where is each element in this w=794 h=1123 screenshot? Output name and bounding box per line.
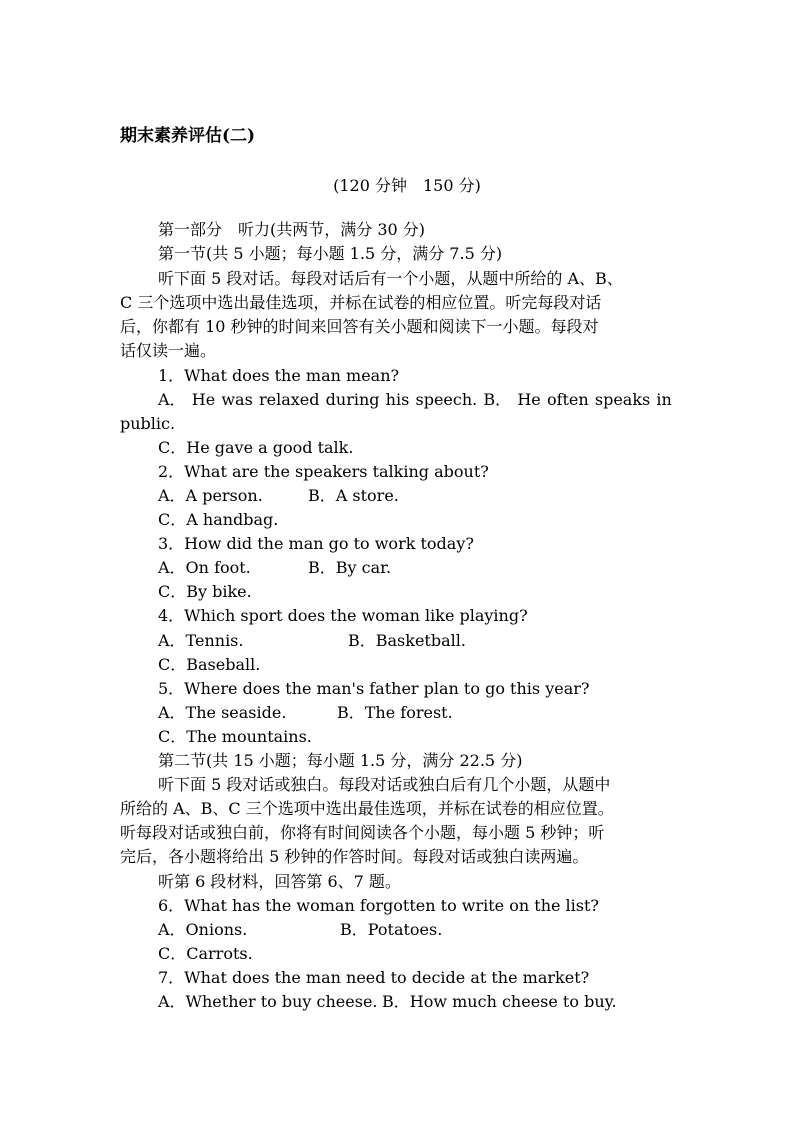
question-6: 6．What has the woman forgotten to write on the list?	[158, 896, 600, 915]
question-5-option-a: A．The seaside.	[158, 703, 287, 722]
option-word: He	[517, 390, 541, 409]
question-1-option-c: C．He gave a good talk.	[158, 438, 354, 457]
option-word: B．	[483, 390, 512, 409]
option-word: relaxed	[258, 390, 320, 409]
question-1: 1．What does the man mean?	[158, 366, 400, 385]
question-2-option-c: C．A handbag.	[158, 510, 279, 529]
section2-instructions-line: 完后，各小题将给出 5 秒钟的作答时间。每段对话或独白读两遍。	[120, 847, 589, 866]
exam-duration-score: (120 分钟 150 分)	[333, 176, 481, 195]
option-word: He	[191, 390, 216, 409]
question-4-option-c: C．Baseball.	[158, 655, 261, 674]
question-7-option-a: A．Whether to buy cheese.	[158, 992, 378, 1011]
section1-instructions-line: 后，你都有 10 秒钟的时间来回答有关小题和阅读下一小题。每段对	[120, 317, 599, 336]
part1-heading: 第一部分 听力(共两节，满分 30 分)	[158, 220, 426, 239]
question-3-option-c: C．By bike.	[158, 582, 252, 601]
question-4: 4．Which sport does the woman like playing?	[158, 606, 528, 625]
option-word: often	[546, 390, 589, 409]
question-5-option-b: B．The forest.	[337, 703, 453, 722]
option-word: during	[325, 390, 380, 409]
section2-instructions-line: 听每段对话或独白前，你将有时间阅读各个小题，每小题 5 秒钟；听	[120, 823, 605, 842]
question-3-option-a: A．On foot.	[158, 558, 251, 577]
option-word: his	[385, 390, 410, 409]
option-word: A．	[158, 390, 186, 409]
question-1-option-b-wrap: public.	[120, 414, 176, 433]
option-word: speaks	[594, 390, 651, 409]
section2-heading: 第二节(共 15 小题；每小题 1.5 分，满分 22.5 分)	[158, 751, 523, 770]
section2-instructions-line: 所给的 A、B、C 三个选项中选出最佳选项，并标在试卷的相应位置。	[120, 799, 614, 818]
option-word: in	[656, 390, 672, 409]
section1-instructions-line: 听下面 5 段对话。每段对话后有一个小题，从题中所给的 A、B、	[158, 269, 623, 288]
exam-title: 期末素养评估(二)	[120, 126, 256, 146]
question-6-option-b: B．Potatoes.	[340, 920, 443, 939]
section1-instructions-line: 话仅读一遍。	[120, 341, 217, 360]
question-4-option-a: A．Tennis.	[158, 631, 244, 650]
section1-heading: 第一节(共 5 小题；每小题 1.5 分，满分 7.5 分)	[158, 244, 503, 263]
question-6-option-c: C．Carrots.	[158, 944, 253, 963]
question-7-option-b: B．How much cheese to buy.	[382, 992, 617, 1011]
question-2-option-a: A．A person.	[158, 486, 263, 505]
question-2-option-b: B．A store.	[308, 486, 399, 505]
question-1-options-ab	[158, 388, 672, 412]
section2-instructions-line: 听下面 5 段对话或独白。每段对话或独白后有几个小题，从题中	[158, 775, 611, 794]
question-2: 2．What are the speakers talking about?	[158, 462, 489, 481]
question-4-option-b: B．Basketball.	[348, 631, 466, 650]
question-3-option-b: B．By car.	[308, 558, 392, 577]
question-5-option-c: C．The mountains.	[158, 727, 312, 746]
option-word: speech.	[415, 390, 478, 409]
section1-instructions-line: C 三个选项中选出最佳选项，并标在试卷的相应位置。听完每段对话	[120, 293, 602, 312]
question-5: 5．Where does the man's father plan to go this year?	[158, 679, 590, 698]
question-7: 7．What does the man need to decide at the market?	[158, 968, 590, 987]
question-6-option-a: A．Onions.	[158, 920, 248, 939]
option-word: was	[221, 390, 253, 409]
question-3: 3．How did the man go to work today?	[158, 534, 474, 553]
material-note: 听第 6 段材料，回答第 6、7 题。	[158, 872, 401, 891]
